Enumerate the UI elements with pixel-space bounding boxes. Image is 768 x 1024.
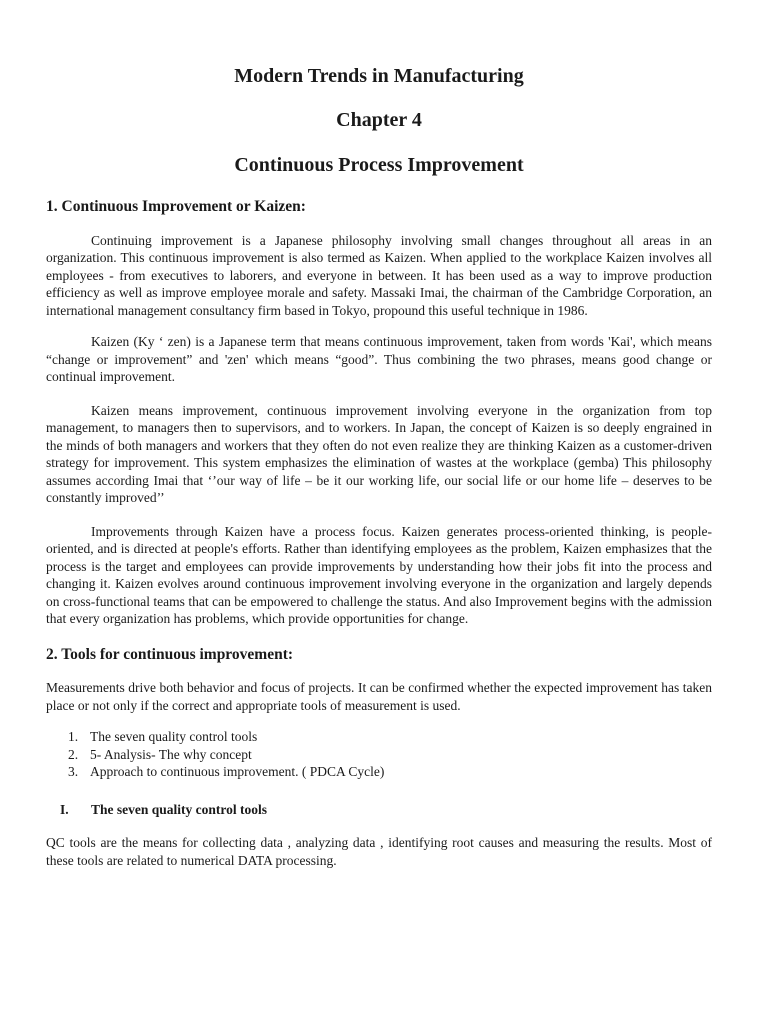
paragraph: Continuing improvement is a Japanese philosophy involving small changes throughout all areas in an organization. This continuous improvement is also termed as Kaizen. When applied to the workplace Kaizen involves all employees - from executives to laborers, and everyone in between. It has been used as a way to improve production efficiency as well as improve employee morale and safety. Massaki Imai, the chairman of the Cambridge Corporation, an international management consultancy firm based in Tokyo, propound this useful technique in 1986. xyxy=(46,232,712,318)
paragraph: Kaizen means improvement, continuous improvement involving everyone in the organization from top management, to managers then to supervisors, and to workers. In Japan, the concept of Kaizen is so deeply engrained in the minds of both managers and workers that they often do not even realize they are thinking Kaizen as a customer-driven strategy for improvement. This system emphasizes the elimination of wastes at the workplace (gemba) This philosophy assumes according Imai that ‘’our way of life – be it our working life, our social life or our home life – deserves to be constantly improved’’ xyxy=(46,402,712,505)
subsection-heading-text: The seven quality control tools xyxy=(91,801,268,817)
paragraph: Kaizen (Ky ‘ zen) is a Japanese term that means continuous improvement, taken from words 'Kai', which means “change or improvement” and 'zen' which means “good”. Thus combining the two phrases, means good change or continual improvement. xyxy=(46,334,712,384)
paragraph: Measurements drive both behavior and focus of projects. It can be confirmed whether the expected improvement has taken place or not only if the correct and appropriate tools of measurement is used. xyxy=(46,680,712,713)
list-item xyxy=(68,728,712,746)
title-block xyxy=(46,66,712,175)
tools-list xyxy=(46,728,712,781)
list-item-text: 5- Analysis- The why concept xyxy=(90,746,252,762)
list-item-text: The seven quality control tools xyxy=(90,729,258,744)
section-heading-kaizen: 1. Continuous Improvement or Kaizen: xyxy=(46,198,306,215)
chapter-label: Chapter 4 xyxy=(336,109,422,131)
document-title: Modern Trends in Manufacturing xyxy=(234,65,524,87)
paragraph: QC tools are the means for collecting data , analyzing data , identifying root causes and measuring the results. Most of these tools are related to numerical DATA processing. xyxy=(46,835,712,868)
roman-numeral: I. xyxy=(60,801,69,817)
list-number: 1. xyxy=(68,729,79,744)
section-heading-tools: 2. Tools for continuous improvement: xyxy=(46,645,294,663)
list-number: 3. xyxy=(68,764,79,779)
list-item-text: Approach to continuous improvement. ( PDCA Cycle) xyxy=(90,764,385,779)
list-item xyxy=(68,746,712,764)
list-number: 2. xyxy=(68,746,79,762)
list-item xyxy=(68,763,712,781)
subsection-heading xyxy=(46,801,712,819)
chapter-title: Continuous Process Improvement xyxy=(234,154,524,176)
paragraph: Improvements through Kaizen have a process focus. Kaizen generates process-oriented thinking, is people-oriented, and is directed at people's efforts. Rather than identifying employees as the problem, Kaizen emphasizes that the process is the target and employees can provide improvements by understanding how their jobs fit into the process and changing it. Kaizen evolves around continuous improvement involving everyone in the organization and largely depends on cross-functional teams that can be empowered to challenge the status. And also Improvement begins with the admission that every organization has problems, which provide opportunities for change. xyxy=(46,523,712,626)
